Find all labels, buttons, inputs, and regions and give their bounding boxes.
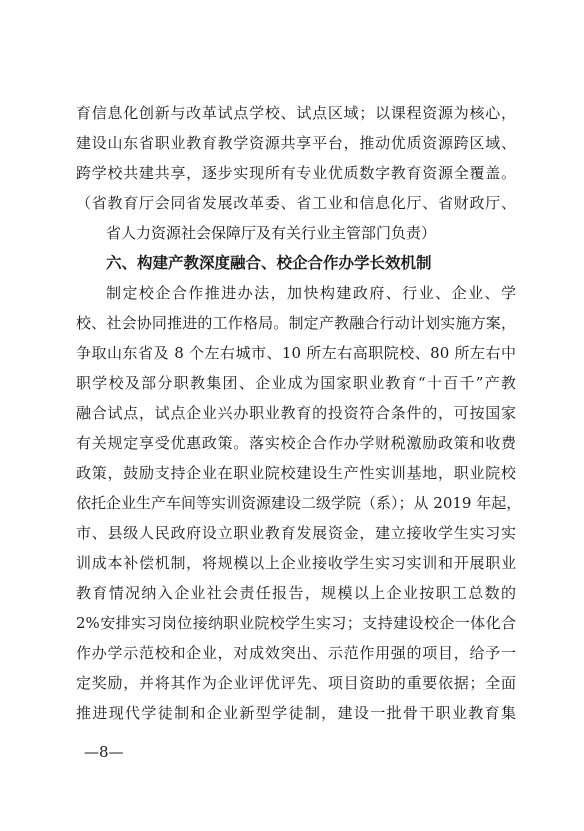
text-line: 推进现代学徒制和企业新型学徒制，建设一批骨干职业教育集 xyxy=(76,704,516,722)
document-body xyxy=(76,98,522,728)
text-line: 职学校及部分职教集团、企业成为国家职业教育“十百千”产教 xyxy=(76,374,516,392)
text-line: 有关规定享受优惠政策。落实校企合作办学财税激励政策和收费 xyxy=(76,434,516,452)
text-line: 定奖励，并将其作为企业评优评先、项目资助的重要依据；全面 xyxy=(76,674,516,692)
page-number: —8— xyxy=(84,743,124,761)
section-heading: 六、构建产教深度融合、校企合作办学长效机制 xyxy=(106,254,432,272)
text-line: 省人力资源社会保障厅及有关行业主管部门负责） xyxy=(106,224,437,242)
text-line: 育信息化创新与改革试点学校、试点区域；以课程资源为核心， xyxy=(76,104,516,122)
text-line: 2%安排实习岗位接纳职业院校学生实习；支持建设校企一体化合 xyxy=(76,614,516,632)
text-line: 制定校企合作推进办法，加快构建政府、行业、企业、学 xyxy=(106,284,516,302)
text-line: 校、社会协同推进的工作格局。制定产教融合行动计划实施方案， xyxy=(76,314,516,332)
text-line: 争取山东省及 8 个左右城市、10 所左右高职院校、80 所左右中 xyxy=(76,344,516,362)
text-line: 政策，鼓励支持企业在职业院校建设生产性实训基地，职业院校 xyxy=(76,464,516,482)
text-line: 作办学示范校和企业，对成效突出、示范作用强的项目，给予一 xyxy=(76,644,516,662)
text-line: 融合试点，试点企业兴办职业教育的投资符合条件的，可按国家 xyxy=(76,404,516,422)
text-line: 建设山东省职业教育教学资源共享平台，推动优质资源跨区域、 xyxy=(76,134,516,152)
text-line: 训成本补偿机制，将规模以上企业接收学生实习实训和开展职业 xyxy=(76,554,516,572)
text-line: 市、县级人民政府设立职业教育发展资金，建立接收学生实习实 xyxy=(76,524,516,542)
text-line: 跨学校共建共享，逐步实现所有专业优质数字教育资源全覆盖。 xyxy=(76,164,516,182)
text-line: 教育情况纳入企业社会责任报告，规模以上企业按职工总数的 xyxy=(76,584,516,602)
text-line: 依托企业生产车间等实训资源建设二级学院（系）；从 2019 年起， xyxy=(76,494,522,512)
text-line: （省教育厅会同省发展改革委、省工业和信息化厅、省财政厅、 xyxy=(76,194,516,212)
